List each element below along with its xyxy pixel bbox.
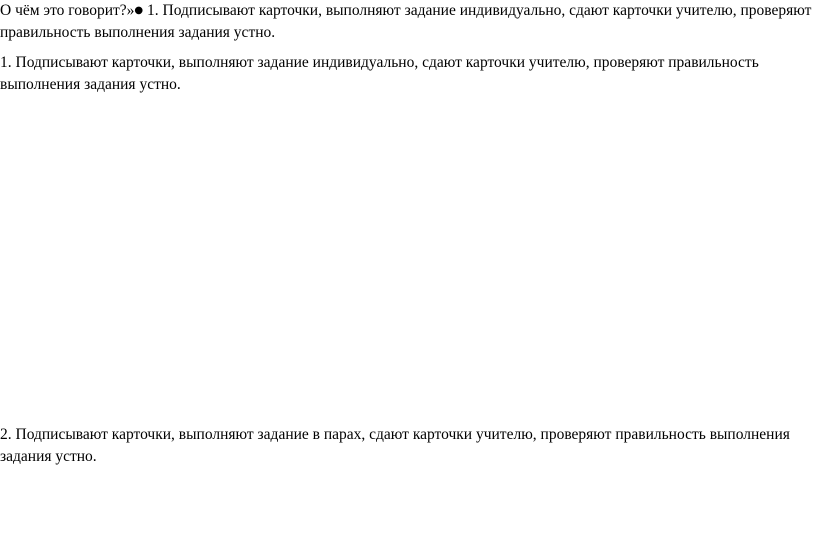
intro-lead-text: О чём это говорит?» [0, 2, 135, 19]
list-item-2: 2. Подписывают карточки, выполняют задание в парах, сдают карточки учителю, проверяют правильность выполнения задания устно. [0, 426, 790, 465]
list-item-1: 1. Подписывают карточки, выполняют задание индивидуально, сдают карточки учителю, проверяют правильность выполнения задания устно. [0, 54, 759, 93]
intro-paragraph [0, 0, 812, 44]
intro-item-text: 1. Подписывают карточки, выполняют задание индивидуально, сдают карточки учителю, проверяют правильность выполнения задания устно. [0, 2, 812, 41]
bullet-icon: ● [134, 5, 144, 16]
